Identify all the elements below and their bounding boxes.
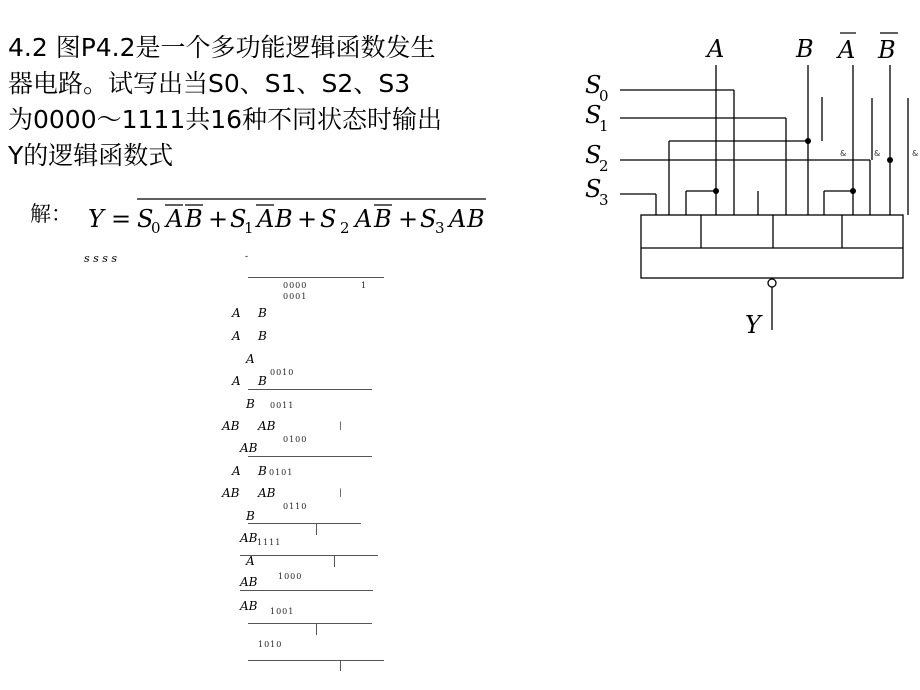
term0-b: B (185, 205, 203, 233)
s-a: A (232, 464, 241, 478)
s-ab: AB (240, 531, 258, 545)
s0-label: S (585, 71, 602, 99)
s2-sub: 2 (599, 157, 609, 175)
s0-sub: 0 (599, 87, 609, 105)
code-0101: 0101 (269, 468, 294, 477)
output-y-label: Y (745, 311, 761, 339)
code-0011: 0011 (270, 401, 295, 410)
s-a: A (232, 306, 241, 320)
s-a: A (246, 554, 255, 568)
term2-s: S (320, 205, 337, 233)
s3-label: S (585, 175, 602, 203)
problem-line-4: Y的逻辑函数式 (8, 141, 174, 170)
s1-sub: 1 (599, 117, 609, 135)
term1-a: A (257, 205, 275, 233)
s-b: B (246, 397, 255, 411)
input-b-label: B (796, 35, 814, 63)
s2-label: S (585, 141, 602, 169)
code-1001: 1001 (270, 607, 295, 616)
term3-b: B (467, 205, 485, 233)
and-mark-2: & (874, 149, 881, 158)
term2-a: A (355, 205, 373, 233)
small-mark: - (245, 252, 249, 262)
s-b: B (258, 329, 267, 343)
s-marks: s s s s (84, 252, 118, 265)
s-ab: AB (240, 575, 258, 589)
and-mark-3: & (912, 149, 919, 158)
and-mark-1: & (840, 149, 847, 158)
problem-line-3: 为0000～1111共16种不同状态时输出 (8, 105, 443, 134)
s3-sub: 3 (599, 191, 609, 209)
input-a-label: A (707, 35, 725, 63)
code-1010: 1010 (258, 640, 283, 649)
term1-b: B (275, 205, 293, 233)
problem-line-2: 器电路。试写出当S0、S1、S2、S3 (8, 69, 411, 98)
problem-line-1: 4.2 图P4.2是一个多功能逻辑函数发生 (8, 33, 436, 62)
term3-s: S (420, 205, 437, 233)
s-a: A (246, 352, 255, 366)
input-b-bar-label: B (878, 36, 896, 64)
plus-3: + (398, 205, 419, 233)
s-b: B (258, 374, 267, 388)
code-0110: 0110 (283, 502, 308, 511)
plus-2: + (297, 205, 318, 233)
term0-a: A (166, 205, 184, 233)
eq-equals: = (111, 205, 132, 233)
s-ab: AB (222, 419, 240, 433)
s1-label: S (585, 101, 602, 129)
code-0001: 0001 (283, 292, 308, 301)
s-b: B (258, 464, 267, 478)
code-0000: 0000 (283, 281, 308, 290)
code-1000: 1000 (278, 572, 303, 581)
code-1111: 1111 (257, 538, 282, 547)
s-ab: AB (258, 486, 276, 500)
code-0010: 0010 (270, 368, 295, 377)
eq-y: Y (88, 205, 104, 233)
plus-1: + (208, 205, 229, 233)
s-b: B (246, 509, 255, 523)
s-ab: AB (240, 441, 258, 455)
s-ab: AB (258, 419, 276, 433)
term0-s: S (137, 205, 154, 233)
term0-sub: 0 (151, 219, 161, 237)
term1-sub: 1 (244, 219, 254, 237)
s-a: A (232, 329, 241, 343)
term1-s: S (230, 205, 247, 233)
input-a-bar-label: A (838, 36, 856, 64)
s-b: B (258, 306, 267, 320)
term3-sub: 3 (435, 219, 445, 237)
code-0100: 0100 (283, 435, 308, 444)
term2-b: B (374, 205, 392, 233)
term2-sub: 2 (340, 219, 350, 237)
term3-a: A (449, 205, 467, 233)
solution-label: 解： (30, 202, 72, 226)
s-ab: AB (240, 599, 258, 613)
s-a: A (232, 374, 241, 388)
code-1: 1 (361, 281, 368, 290)
bar-mark: | (339, 421, 343, 430)
s-ab: AB (222, 486, 240, 500)
bar-mark: | (339, 488, 343, 497)
